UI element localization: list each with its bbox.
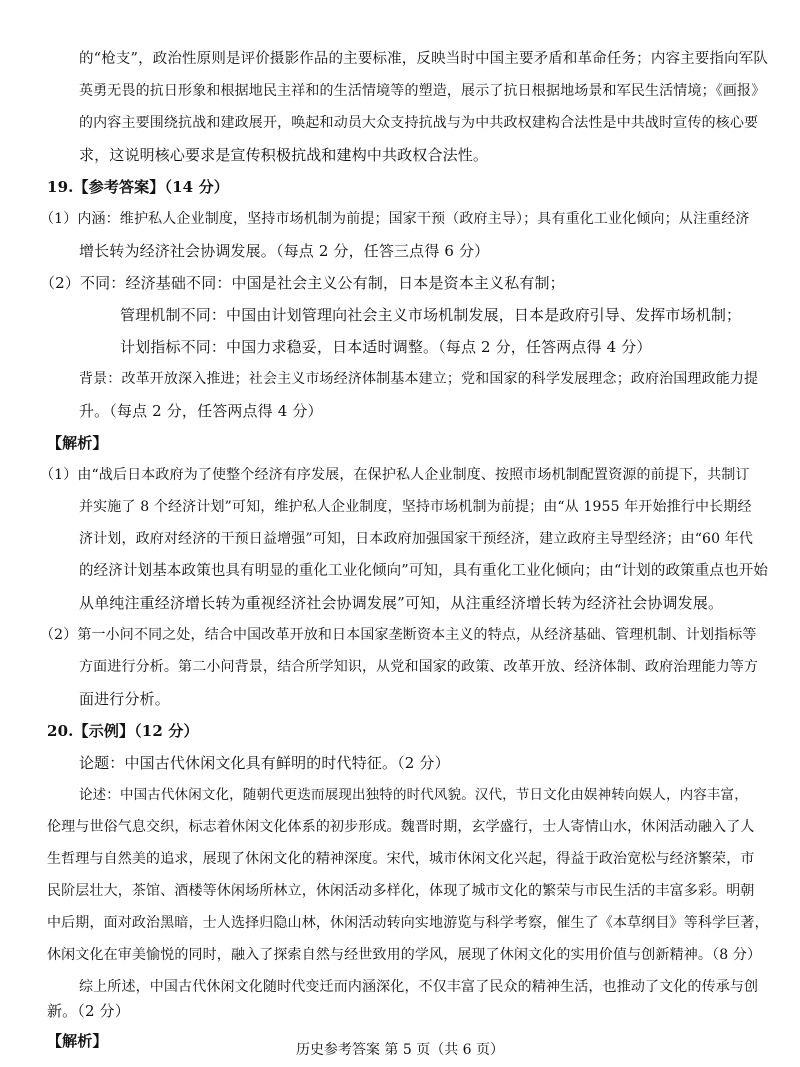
text-line: 面进行分析。	[79, 690, 170, 708]
text-line: 论述：中国古代休闲文化，随朝代更迭而展现出独特的时代风貌。汉代，节日文化由娱神转向娱人，内容丰富，	[79, 787, 748, 803]
q20-heading: 20.【示例】（12 分）	[47, 722, 199, 740]
text-line: 的内容主要围绕抗战和建政展开，唤起和动员大众支持抗战与为中共政权建构合法性是中共战时宣传的核心要	[79, 115, 759, 131]
text-line: 背景：改革开放深入推进；社会主义市场经济体制基本建立；党和国家的科学发展理念；政府治国理政能力提	[79, 371, 759, 387]
q19-analysis-heading: 【解析】	[47, 434, 108, 452]
text-line: （2）不同：经济基础不同：中国是社会主义公有制，日本是资本主义私有制；	[40, 274, 565, 292]
text-line: （1）内涵：维护私人企业制度，坚持市场机制为前提；国家干预（政府主导）；具有重化工业化倾向；从注重经济	[40, 211, 750, 227]
page-footer: 历史参考答案 第 5 页（共 6 页）	[295, 1042, 505, 1058]
q19-heading: 19.【参考答案】（14 分）	[47, 178, 229, 196]
text-line: （1）由“战后日本政府为了使整个经济有序发展，在保护私人企业制度、按照市场机制配置资源的前提下，共制订	[40, 467, 750, 483]
text-line: 求，这说明核心要求是宣传积极抗战和建构中共政权合法性。	[79, 146, 489, 164]
text-line: 的经济计划基本政策也具有明显的重化工业化倾向”可知，具有重化工业化倾向；由“计划的政策重点也开始	[79, 563, 769, 579]
text-line: 新。（2 分）	[47, 1002, 130, 1020]
text-line: 管理机制不同：中国由计划管理向社会主义市场机制发展，日本是政府引导、发挥市场机制；	[120, 306, 742, 324]
text-line: 生哲理与自然美的追求，展现了休闲文化的精神深度。宋代，城市休闲文化兴起，得益于政治宽松与经济繁荣，市	[47, 851, 755, 867]
text-line: （2）第一小问不同之处，结合中国改革开放和日本国家垄断资本主义的特点，从经济基础、管理机制、计划指标等	[40, 627, 757, 643]
text-line: 民阶层壮大，茶馆、酒楼等休闲场所林立，休闲活动多样化，体现了城市文化的繁荣与市民生活的丰富多彩。明朝	[47, 883, 755, 899]
text-line: 济计划，政府对经济的干预日益增强”可知，日本政府加强国家干预经济，建立政府主导型经济；由“60 年代	[79, 531, 754, 547]
text-line: 伦理与世俗气息交织，标志着休闲文化体系的初步形成。魏晋时期，玄学盛行，士人寄情山水，休闲活动融入了人	[47, 819, 755, 835]
q20-analysis-heading: 【解析】	[47, 1032, 108, 1050]
text-line: 综上所述，中国古代休闲文化随时代变迁而内涵深化，不仅丰富了民众的精神生活，也推动了文化的传承与创	[79, 979, 759, 995]
text-line: 增长转为经济社会协调发展。（每点 2 分，任答三点得 6 分）	[79, 242, 490, 260]
text-line: 升。（每点 2 分，任答两点得 4 分）	[79, 402, 323, 420]
text-line: 从单纯注重经济增长转为重视经济社会协调发展”可知，从注重经济增长转为经济社会协调发展。	[79, 594, 724, 612]
text-line: 计划指标不同：中国力求稳妥，日本适时调整。（每点 2 分，任答两点得 4 分）	[120, 338, 652, 356]
text-line: 中后期，面对政治黑暗，士人选择归隐山林，休闲活动转向实地游览与科学考察，催生了《本草纲目》等科学巨著，	[47, 915, 769, 931]
text-line: 英勇无畏的抗日形象和根据地民主祥和的生活情境等的塑造，展示了抗日根据地场景和军民生活情境；《画报》	[79, 83, 766, 99]
text-line: 的“枪支”，政治性原则是评价摄影作品的主要标准，反映当时中国主要矛盾和革命任务；内容主要指向军队	[79, 51, 769, 67]
text-line: 休闲文化在审美愉悦的同时，融入了探索自然与经世致用的学风，展现了休闲文化的实用价值与创新精神。（8 分）	[47, 947, 762, 963]
text-line: 并实施了 8 个经济计划”可知，维护私人企业制度，坚持市场机制为前提；由“从 1955 年开始推行中长期经	[79, 499, 752, 515]
q20-thesis: 论题：中国古代休闲文化具有鲜明的时代特征。（2 分）	[79, 754, 450, 772]
text-line: 方面进行分析。第二小问背景，结合所学知识，从党和国家的政策、改革开放、经济体制、政府治理能力等方	[79, 659, 759, 675]
